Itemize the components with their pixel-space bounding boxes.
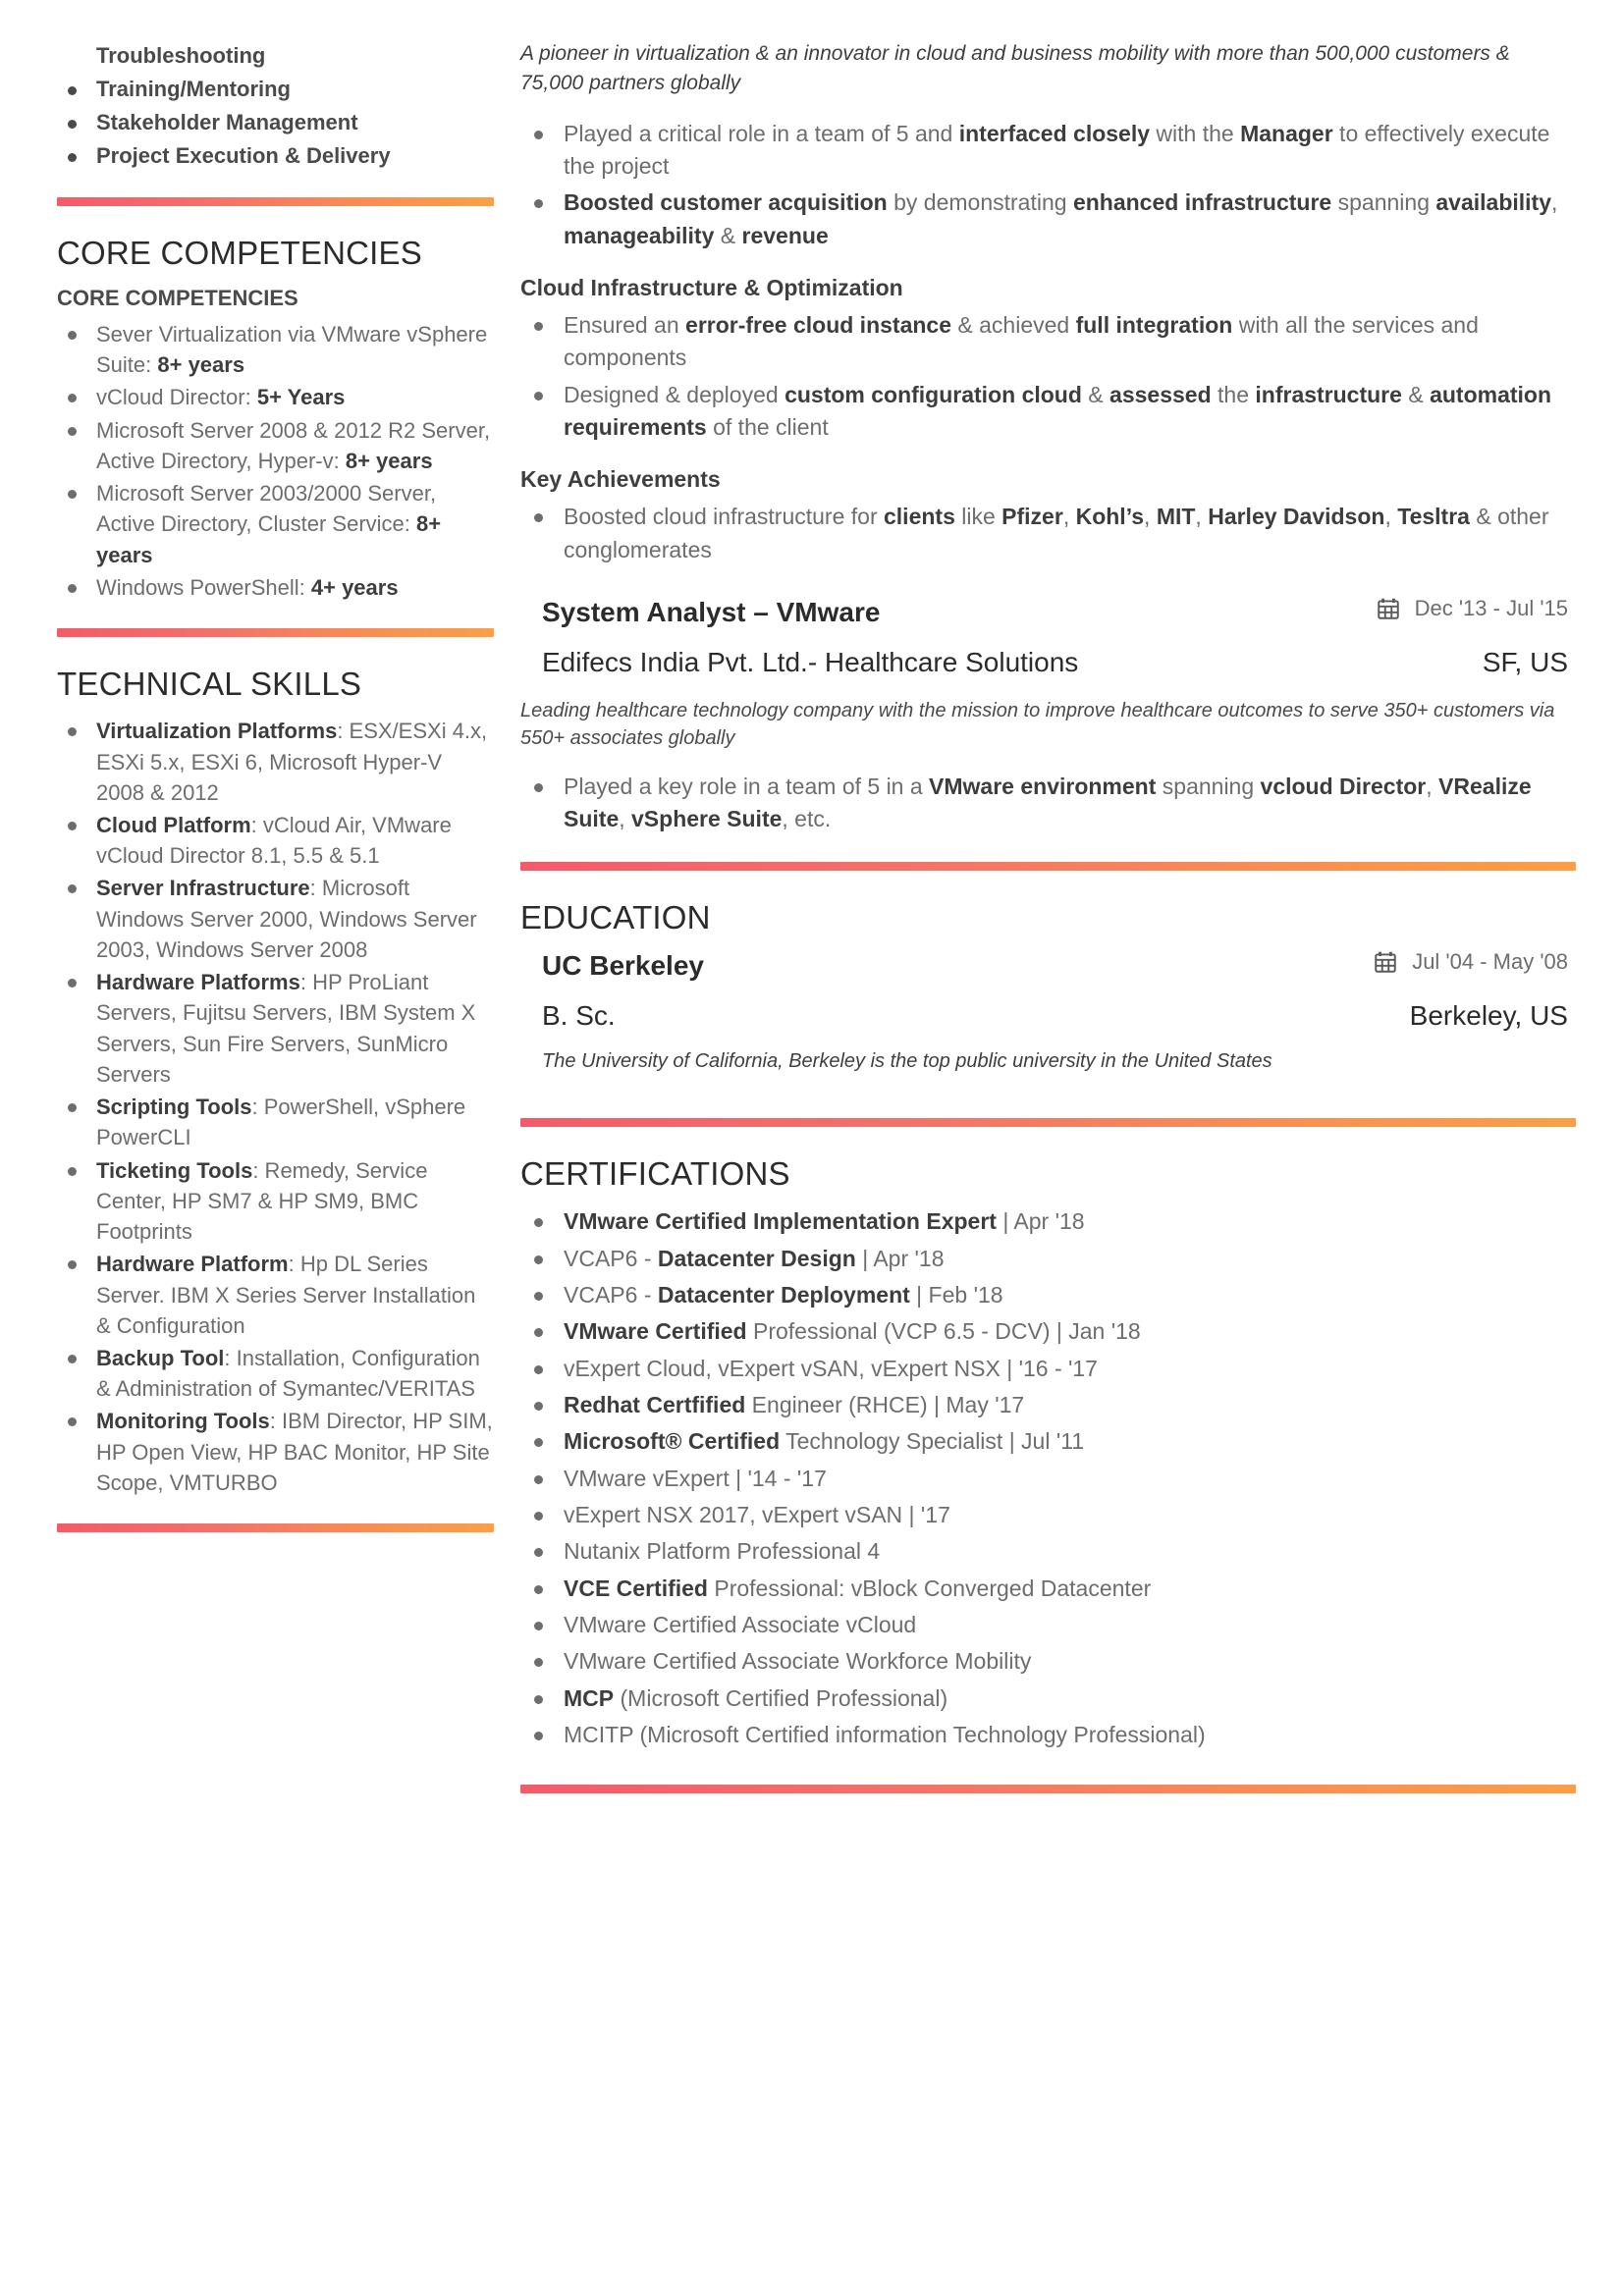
education-school-row — [520, 949, 1576, 983]
left-column — [57, 39, 494, 1562]
divider-rule-3 — [57, 1523, 494, 1532]
education-heading: EDUCATION — [520, 898, 711, 935]
experience-job-title: System Analyst – VMware — [542, 596, 881, 627]
company-blurb: A pioneer in virtualization & an innovator in cloud and business mobility with more than 500,000 customers & 75,000 partners globally — [520, 42, 1510, 94]
certification-item: Nutanix Platform Professional 4 — [520, 1535, 1576, 1568]
experience-bullets — [520, 771, 1576, 836]
tech-skill-item: Monitoring Tools: IBM Director, HP SIM, HP Open View, HP BAC Monitor, HP Site Scope, VMTURBO — [57, 1406, 494, 1498]
technical-skills-heading: TECHNICAL SKILLS — [57, 666, 362, 702]
tech-skill-item: Backup Tool: Installation, Configuration & Administration of Symantec/VERITAS — [57, 1343, 494, 1404]
key-achievements-bullets — [520, 501, 1576, 566]
experience-blurb: Leading healthcare technology company with the mission to improve healthcare outcomes to serve 350+ customers via 550+ associates globally — [520, 700, 1555, 750]
divider-rule-1 — [57, 197, 494, 206]
competency-item: Windows PowerShell: 4+ years — [57, 572, 494, 603]
tech-skill-item: Cloud Platform: vCloud Air, VMware vCloud Director 8.1, 5.5 & 5.1 — [57, 810, 494, 871]
competency-item: Microsoft Server 2008 & 2012 R2 Server, Active Directory, Hyper-v: 8+ years — [57, 415, 494, 476]
experience-date-meta — [1376, 596, 1576, 621]
education-blurb: The University of California, Berkeley is the top public university in the United States — [542, 1049, 1272, 1072]
competency-item: vCloud Director: 5+ Years — [57, 382, 494, 412]
core-competencies-subheading: CORE COMPETENCIES — [57, 286, 298, 311]
education-location: Berkeley, US — [1409, 1000, 1568, 1032]
education-degree: B. Sc. — [542, 1000, 616, 1032]
certifications-list — [520, 1205, 1576, 1751]
experience-title-row — [520, 596, 1576, 629]
cloud-infrastructure-bullets — [520, 309, 1576, 444]
experience-entry — [520, 596, 1576, 836]
tech-skill-item: Hardware Platforms: HP ProLiant Servers, Fujitsu Servers, IBM System X Servers, Sun Fire Servers, SunMicro Servers — [57, 967, 494, 1090]
divider-rule-4 — [520, 862, 1576, 871]
certification-item: VMware Certified Associate vCloud — [520, 1609, 1576, 1641]
top-skills-list — [57, 39, 494, 172]
skill-item: Troubleshooting — [96, 43, 266, 68]
education-entry — [520, 949, 1576, 1073]
tech-skill-item: Ticketing Tools: Remedy, Service Center, HP SM7 & HP SM9, BMC Footprints — [57, 1155, 494, 1248]
core-competencies-heading: CORE COMPETENCIES — [57, 235, 422, 271]
divider-rule-5 — [520, 1118, 1576, 1127]
achievement-item: Boosted customer acquisition by demonstrating enhanced infrastructure spanning availability, manageability & revenue — [520, 187, 1576, 252]
certification-item: VMware vExpert | '14 - '17 — [520, 1463, 1576, 1495]
education-school: UC Berkeley — [542, 949, 704, 981]
skill-item: Project Execution & Delivery — [57, 139, 494, 172]
experience-location: SF, US — [1482, 647, 1568, 678]
calendar-icon — [1373, 949, 1398, 975]
divider-rule-2 — [57, 628, 494, 637]
key-achievements-heading: Key Achievements — [520, 466, 721, 493]
experience-top-bullets — [520, 118, 1576, 252]
competency-item: Sever Virtualization via VMware vSphere Suite: 8+ years — [57, 319, 494, 380]
tech-skill-item: Server Infrastructure: Microsoft Windows Server 2000, Windows Server 2003, Windows Server 2008 — [57, 873, 494, 965]
tech-skill-item: Virtualization Platforms: ESX/ESXi 4.x, ESXi 5.x, ESXi 6, Microsoft Hyper-V 2008 & 2012 — [57, 716, 494, 808]
experience-date-range: Dec '13 - Jul '15 — [1414, 595, 1568, 620]
education-date-range: Jul '04 - May '08 — [1412, 948, 1568, 974]
core-competencies-list — [57, 319, 494, 603]
certifications-heading: CERTIFICATIONS — [520, 1154, 790, 1192]
competency-item: Microsoft Server 2003/2000 Server, Active Directory, Cluster Service: 8+ years — [57, 478, 494, 570]
education-date-meta — [1373, 949, 1576, 975]
certification-item: Microsoft® Certified Technology Specialist | Jul '11 — [520, 1425, 1576, 1458]
tech-skill-item: Scripting Tools: PowerShell, vSphere PowerCLI — [57, 1092, 494, 1152]
experience-org-row — [520, 646, 1576, 679]
certification-item: MCP (Microsoft Certified Professional) — [520, 1682, 1576, 1715]
certification-item: vExpert Cloud, vExpert vSAN, vExpert NSX | '16 - '17 — [520, 1353, 1576, 1385]
achievement-item: Played a key role in a team of 5 in a VMware environment spanning vcloud Director, VRealize Suite, vSphere Suite, etc. — [520, 771, 1576, 836]
skill-item: Stakeholder Management — [57, 106, 494, 138]
certification-item: VCE Certified Professional: vBlock Converged Datacenter — [520, 1573, 1576, 1605]
technical-skills-list — [57, 716, 494, 1498]
achievement-item: Designed & deployed custom configuration cloud & assessed the infrastructure & automation requirements of the client — [520, 379, 1576, 445]
certification-item: VCAP6 - Datacenter Design | Apr '18 — [520, 1243, 1576, 1275]
certification-item: VMware Certified Associate Workforce Mobility — [520, 1645, 1576, 1678]
right-column — [520, 39, 1576, 1823]
achievement-item: Played a critical role in a team of 5 and interfaced closely with the Manager to effectively execute the project — [520, 118, 1576, 184]
certification-item: VMware Certified Implementation Expert | Apr '18 — [520, 1205, 1576, 1238]
education-degree-row — [520, 999, 1576, 1033]
cloud-infrastructure-heading: Cloud Infrastructure & Optimization — [520, 275, 903, 300]
certification-item: vExpert NSX 2017, vExpert vSAN | '17 — [520, 1499, 1576, 1531]
certification-item: Redhat Certfified Engineer (RHCE) | May '17 — [520, 1389, 1576, 1421]
experience-organization: Edifecs India Pvt. Ltd.- Healthcare Solutions — [542, 647, 1079, 678]
achievement-item: Ensured an error-free cloud instance & achieved full integration with all the services and components — [520, 309, 1576, 375]
skill-item: Training/Mentoring — [57, 73, 494, 105]
certification-item: VMware Certified Professional (VCP 6.5 - DCV) | Jan '18 — [520, 1315, 1576, 1348]
divider-rule-6 — [520, 1785, 1576, 1793]
calendar-icon — [1376, 596, 1401, 621]
achievement-item: Boosted cloud infrastructure for clients like Pfizer, Kohl’s, MIT, Harley Davidson, Tesltra & other conglomerates — [520, 501, 1576, 566]
certification-item: VCAP6 - Datacenter Deployment | Feb '18 — [520, 1279, 1576, 1311]
certification-item: MCITP (Microsoft Certified information Technology Professional) — [520, 1719, 1576, 1751]
tech-skill-item: Hardware Platform: Hp DL Series Server. IBM X Series Server Installation & Configuration — [57, 1249, 494, 1341]
